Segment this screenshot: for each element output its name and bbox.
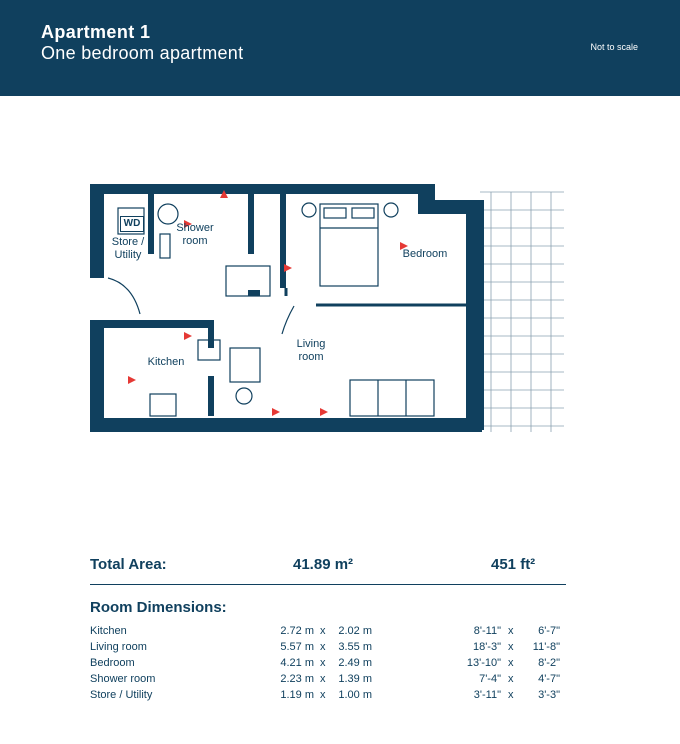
total-area-label: Total Area: bbox=[90, 556, 167, 573]
times-sign: x bbox=[508, 673, 514, 685]
imperial-length: 3'-11" bbox=[473, 689, 501, 701]
balcony-tiles bbox=[480, 192, 564, 432]
walls bbox=[90, 184, 484, 432]
times-sign: x bbox=[320, 673, 326, 685]
times-sign: x bbox=[320, 641, 326, 653]
total-area-imperial: 451 ft² bbox=[491, 556, 536, 573]
times-sign: x bbox=[508, 641, 514, 653]
imperial-length: 7'-4" bbox=[479, 673, 501, 685]
imperial-width: 6'-7" bbox=[538, 625, 560, 637]
metric-length: 2.72 m bbox=[280, 625, 314, 637]
times-sign: x bbox=[320, 689, 326, 701]
apartment-subtitle: One bedroom apartment bbox=[41, 43, 244, 63]
shower-room-label: Shower room bbox=[176, 222, 214, 247]
room-dimensions-table bbox=[90, 625, 570, 705]
imperial-width: 3'-3" bbox=[538, 689, 560, 701]
times-sign: x bbox=[508, 625, 514, 637]
imperial-width: 4'-7" bbox=[538, 673, 560, 685]
dimension-row bbox=[90, 641, 570, 657]
metric-width: 2.02 m bbox=[338, 625, 372, 637]
metric-width: 2.49 m bbox=[338, 657, 372, 669]
room-name: Living room bbox=[90, 641, 147, 653]
store-utility-label: Store / Utility bbox=[111, 236, 145, 261]
times-sign: x bbox=[508, 689, 514, 701]
imperial-length: 13'-10" bbox=[466, 657, 501, 669]
dimension-row bbox=[90, 625, 570, 641]
metric-width: 1.00 m bbox=[338, 689, 372, 701]
kitchen-label: Kitchen bbox=[147, 356, 185, 368]
room-name: Bedroom bbox=[90, 657, 135, 669]
header-banner bbox=[0, 0, 680, 96]
imperial-length: 8'-11" bbox=[473, 625, 501, 637]
dimension-row bbox=[90, 657, 570, 673]
metric-length: 5.57 m bbox=[280, 641, 314, 653]
floor-plan-drawing bbox=[88, 180, 568, 436]
imperial-length: 18'-3" bbox=[472, 641, 501, 653]
imperial-width: 8'-2" bbox=[538, 657, 560, 669]
room-name: Shower room bbox=[90, 673, 156, 685]
total-area-metric: 41.89 m² bbox=[293, 556, 354, 573]
room-name: Store / Utility bbox=[90, 689, 153, 701]
times-sign: x bbox=[508, 657, 514, 669]
imperial-width: 11'-8" bbox=[532, 641, 560, 653]
room-name: Kitchen bbox=[90, 625, 127, 637]
living-room-label: Living room bbox=[296, 338, 326, 363]
washer-dryer-label: WD bbox=[120, 216, 144, 232]
metric-width: 1.39 m bbox=[338, 673, 372, 685]
total-area-row bbox=[90, 556, 566, 585]
times-sign: x bbox=[320, 657, 326, 669]
scale-note: Not to scale bbox=[590, 42, 638, 52]
apartment-title: Apartment 1 bbox=[41, 22, 151, 42]
room-dimensions-title: Room Dimensions: bbox=[90, 599, 227, 616]
metric-length: 2.23 m bbox=[280, 673, 314, 685]
metric-length: 1.19 m bbox=[280, 689, 314, 701]
furniture bbox=[108, 203, 434, 416]
metric-length: 4.21 m bbox=[280, 657, 314, 669]
times-sign: x bbox=[320, 625, 326, 637]
floor-plan bbox=[88, 180, 568, 436]
metric-width: 3.55 m bbox=[338, 641, 372, 653]
dimension-row bbox=[90, 673, 570, 689]
bedroom-label: Bedroom bbox=[402, 248, 448, 260]
dimension-row bbox=[90, 689, 570, 705]
